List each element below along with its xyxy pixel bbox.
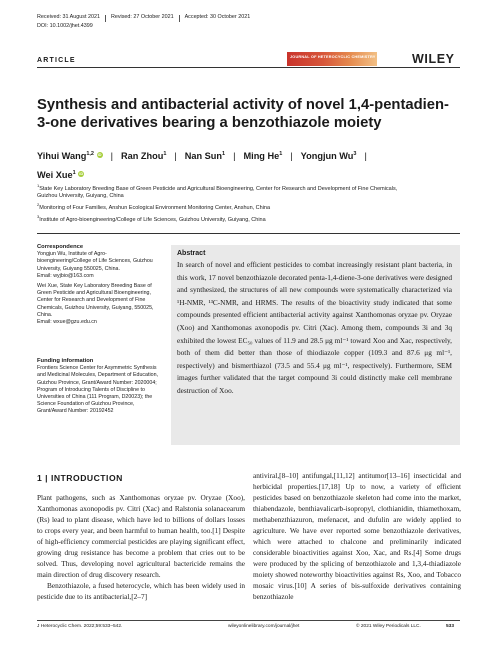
- author-name[interactable]: Ming He: [243, 151, 280, 162]
- affiliation: $^2$Monitoring of Four Families, Anshun Ecological Environment Monitoring Center, Anshun, China: [37, 202, 271, 211]
- right-column: [253, 470, 461, 602]
- author-name[interactable]: Ran Zhou: [120, 151, 164, 162]
- affiliation: $^3$Institute of Agro-bioengineering/College of Life Sciences, Guizhou University, Guiyang, China: [37, 214, 266, 223]
- author-name[interactable]: Yongjun Wu: [300, 151, 354, 162]
- page-number: 533: [446, 624, 455, 629]
- affiliation: $^1$State Key Laboratory Breeding Base of Green Pesticide and Agricultural Bioengineering, Center for Research and Development of Fine Chemicals, Guizhou University, Guiyang, China: [37, 183, 398, 200]
- header-rule: [37, 67, 460, 68]
- footer-rule: [37, 620, 460, 621]
- abstract-heading: Abstract: [177, 250, 206, 257]
- correspondence-email[interactable]: Email: wxue@gzu.edu.cn: [37, 319, 97, 326]
- section-heading: 1 | INTRODUCTION: [37, 473, 123, 483]
- received-date: Received: 31 August 2021: [37, 14, 100, 20]
- correspondence-email[interactable]: Email: wyjbio@163.com: [37, 272, 94, 279]
- paragraph: antiviral,[8–10] antifungal,[11,12] antitumor[13–16] insecticidal and herbicidal properties.[17,18] Up to now, a variety of efficient pesticides based on benzothiazole skeleton had come into the market, thiabendazole, benthiavalicarb-isopropyl, clothianidin, thiamethoxam, methabenzthiazuron, mefenacet, and dufulin are widely applied to agriculture. We have ever reported some benzothiazole derivatives, which were attached to chalcone and preliminarily indicated considerable bioactivities against Xoo, Xac, and Rs.[4] Some drugs were produced by the splicing of benzothiazole and 1,3,4-thiadiazole moiety showed noteworthy bioactivities against Rs, Xoo, and Tobacco mosaic virus.[10] A series of bis-sulfoxide derivatives containing benzothiazole: [253, 471, 461, 601]
- abstract-text: In search of novel and efficient pesticides to combat increasingly resistant plant bacteria, in this work, 17 novel benzothiazole decorated penta-1,4-diene-3-one derivatives were designed and synthesized, the structures of all new compounds were systematically characterized via ¹H-NMR, ¹³C-NMR, and HRMS. The results of the bioactivity study indicated that some compounds presented efficient antibacterial activity against Xanthomonas oryzae pv. Oryzae (Xoo) and Xanthomonas axonopodis pv. Citri (Xac). Among them, compounds 3i and 3q exhibited the lowest EC₅₀ values of 11.9 and 28.5 μg ml⁻¹ toward Xoo and Xac, respectively, both of them did better than those of thiodiazole copper (109.3 and 87.6 μg ml⁻¹, respectively) and bismerthiazol (73.5 and 55.4 μg ml⁻¹, respectively). Furthermore, SEM images further validated that the target compound 3i could distinctly make cell membrane destruction of Xoo.: [177, 260, 452, 395]
- article-title: Synthesis and antibacterial activity of novel 1,4-pentadien-3-one derivatives bearing a benzothiazole moiety: [37, 97, 449, 131]
- revised-date: Revised: 27 October 2021: [110, 14, 174, 20]
- article-dates: [37, 14, 250, 22]
- paragraph: Plant pathogens, such as Xanthomonas oryzae pv. Oryzae (Xoo), Xanthomonas axonopodis pv. Citri (Xac) and Ralstonia solanacearum (Rs) lead to plant disease, which have led to billions of dollars losses to crops every year, and been harmful to human health, too.[1] Despite of high-efficiency commercial pesticides are playing significant effect, growing drug resistance has become a problem that cries out to be solved. Thus, developing novel agricultural bactericide remains the main direction of drug discovery research.: [37, 493, 245, 579]
- left-column: [37, 492, 245, 602]
- funding-text: Frontiers Science Center for Asymmetric Synthesis and Medicinal Molecules, Department of Education, Guizhou Province, Grant/Award Number: 2020004; Program of Introducing Talents of Discipline to Universities of China (111 Program, D20023); the Science Foundation of Guizhou Province, Grant/Award Number: 20192452: [37, 365, 159, 415]
- orcid-icon[interactable]: iD: [79, 171, 84, 177]
- funding-heading: Funding information: [37, 358, 94, 364]
- correspondence-heading: Correspondence: [37, 244, 84, 250]
- footer-url[interactable]: wileyonlinelibrary.com/journal/jhet: [228, 624, 300, 629]
- correspondence-text: Wei Xue, State Key Laboratory Breeding Base of Green Pesticide and Agricultural Bioengineering, Center for Research and Development of Fine Chemicals, Guizhou University, Guiyang, 550025, China.: [37, 283, 154, 318]
- correspondence-text: Yongjun Wu, Institute of Agro-bioengineering/College of Life Sciences, Guizhou University, Guiyang 550025, China.: [37, 251, 153, 272]
- section-label: ARTICLE: [37, 57, 76, 64]
- correspondence-block: [37, 244, 159, 326]
- footer-citation: J Heterocyclic Chem. 2022;59:533–542.: [37, 624, 123, 629]
- footer-copyright: © 2021 Wiley Periodicals LLC.: [356, 624, 421, 629]
- author-name[interactable]: Yihui Wang: [37, 151, 87, 162]
- accepted-date: Accepted: 30 October 2021: [184, 14, 251, 20]
- funding-block: [37, 358, 159, 416]
- publisher-logo: WILEY: [412, 52, 455, 66]
- author-list: Yihui Wang$^{1,2}$ iD | Ran Zhou$^1$ | Nan Sun$^1$ | Ming He$^1$ | Yongjun Wu$^3$ | Wei Xue$^1$ iD: [37, 151, 367, 181]
- abstract-box: [171, 245, 460, 445]
- doi[interactable]: DOI: 10.1002/jhet.4399: [37, 23, 93, 29]
- section-rule: [37, 233, 460, 234]
- author-name[interactable]: Wei Xue: [37, 170, 73, 181]
- orcid-icon[interactable]: iD: [97, 152, 102, 158]
- paragraph: Benzothiazole, a fused heterocycle, which has been widely used in pesticide due to its antibacterial,[2–7]: [37, 581, 245, 601]
- journal-logo: [287, 52, 377, 66]
- author-name[interactable]: Nan Sun: [184, 151, 223, 162]
- journal-logo-text: JOURNAL OF HETEROCYCLIC CHEMISTRY: [290, 55, 376, 59]
